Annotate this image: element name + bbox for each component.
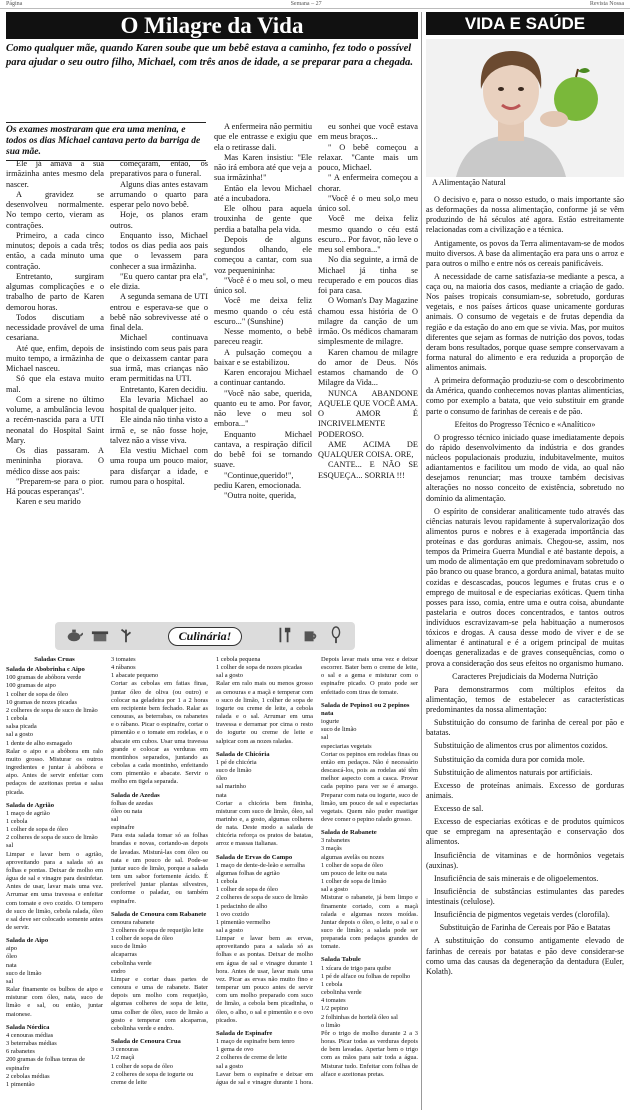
story-column-4 (318, 122, 418, 481)
article-pullquote: Os exames mostraram que era uma menina, e todos os dias Michael cantava perto da barriga de sua mãe. (6, 122, 206, 161)
recipe-ingredient: 4 tomates (321, 997, 346, 1005)
recipe-ingredient: 1/2 maçã (111, 1054, 135, 1062)
story-paragraph: "Continue,querido!", pediu Karen, emocionada. (214, 470, 302, 490)
story-paragraph: Ela vestiu Michael com uma roupa um pouco maior, para disfarçar a idade, e rumou para o hospital. (110, 446, 208, 486)
recipe-ingredient: 1 cebola (6, 715, 28, 723)
cup-icon (301, 626, 319, 644)
recipe-ingredient: sal a gosto (216, 927, 243, 934)
recipe-title: Salada de Agrião (6, 801, 54, 809)
header-right-text: Revista Nossa (589, 1, 624, 7)
recipe-ingredient: 1 xícara de trigo para quibe (321, 964, 392, 972)
culinaria-label: Culinária! (168, 627, 243, 646)
recipe-ingredient: 2 colheres de creme de leite (216, 1054, 288, 1062)
story-paragraph: Alguns dias antes estavam arrumando o quarto para esperar pelo novo bebê. (110, 179, 208, 209)
story-paragraph: Karen e seu marido (16, 497, 81, 507)
health-paragraph: Excesso de sal. (434, 804, 484, 813)
story-paragraph: "Outra noite, querida, (224, 491, 297, 500)
story-paragraph: Entretanto, surgiram algumas complicações e o trabalho de parto de Karen demorou horas. (6, 271, 104, 312)
recipe-ingredient: 3 beterrabas médias (6, 1040, 57, 1048)
health-paragraph: A substituição do consumo antigamente elevado de farinhas de cereais por batatas e pão deve considerar-se como uma das causas da degeneração da dentadura (Euler, Kolath). (426, 936, 624, 976)
recipe-title: Salada de Azedas (111, 791, 160, 799)
health-paragraph: Insuficiência de sais minerais e de oligoelementos. (434, 873, 599, 883)
story-paragraph: A segunda semana de UTI entrou e esperava-se que o bebê não sobrevivesse até o final dela. (110, 292, 208, 332)
recipe-ingredient: sal marinho (216, 783, 246, 791)
recipe-ingredient: 1 colher de sopa de óleo (6, 826, 68, 834)
recipe-ingredient: 1 colher de sopa de limão (321, 878, 387, 886)
recipe-ingredient: sal (111, 815, 119, 823)
header-left-text: Página (6, 1, 23, 7)
health-paragraph: A necessidade de carne satisfazia-se mediante a pesca, a caça ou, na maioria dos casos, mediante a criação de gado. Nos países tropicais consumiam-se, sobretudo, gorduras vegetais, e nos países árticos quase unicamente gorduras animais. O consumo de vegetais e de frutas dependia da região e da estação do ano em que se vivia. Mas, por muitos diferentes que sejam as formas de nutrição dos povos, todas deram bons resultados, porque quase sempre conservavam a forma natural do alimento e era reduzida a proporção de alimentos animais. (426, 271, 624, 372)
recipe-ingredient: sal a gosto (216, 672, 243, 680)
recipe-title: Salada de Chicória (216, 750, 270, 758)
recipe-ingredient: endro (111, 967, 126, 975)
recipe-title: Salada de Pepino1 ou 2 pepinos nata (321, 701, 410, 717)
health-paragraph: Insuficiência de pigmentos vegetais verdes (clorofila). (434, 910, 610, 920)
recipe-title: Salada de Aipo (6, 937, 49, 945)
article-headline: O Milagre da Vida (6, 12, 418, 39)
recipe-ingredient: 4 rábanos (111, 664, 136, 672)
recipe-ingredient: sal (321, 734, 329, 742)
recipe-instructions: Limpar e cortar duas partes de cenoura e uma de rabanete. Bater depois um molho com requeijão, algumas colheres de sopa de leite, uma colher de óleo, suco de limão a gosto e temperar com alcaparras, cebolinha verde e endro. (111, 975, 208, 1032)
recipe-ingredient: 2 folhinhas de hortelã óleo sal (321, 1013, 398, 1021)
recipe-ingredient: algumas folhas de agrião (216, 869, 280, 877)
recipe-ingredient: 1 pé de chicória (216, 758, 257, 766)
recipe-title: Salada de Rabanete (321, 829, 377, 837)
recipe-ingredient: suco de limão (216, 767, 252, 775)
health-subheading: Substituição de Farinha de Cereais por Pão e Batatas (439, 923, 611, 933)
teapot-icon (65, 626, 83, 644)
pot-icon (91, 626, 109, 644)
recipe-ingredient: 1 colher de sopa de óleo (216, 886, 278, 894)
health-paragraph: Substituição de alimentos naturais por artificiais. (434, 767, 593, 777)
health-paragraph: Substituição de alimentos crus por alimentos cozidos. (434, 741, 608, 751)
recipe-ingredient: especiarias vegetais (321, 742, 372, 750)
recipe-instructions: Cortar as cebolas em fatias finas, juntar óleo de oliva (ou outro) e colocar na geladeira por 1 a 2 horas em recipiente bem fechado. Ralar as cenouras, as beterrabas, os rabanetes e o rábano. Picar o espinafre, cortar o pimentão e o tomate em rodelas, e o abacate em cubos. Usar uma travessa grande e colocar as verduras em montinhos separados, juntando as cebolas a cada montinho, enfeitando com pimentão e abacate. Servir o molho em tigela separada. (111, 680, 208, 786)
recipe-ingredient: folhas de azedas (111, 799, 153, 807)
recipe-ingredient: algumas avelãs ou nozes (321, 853, 384, 861)
recipe-ingredient: suco de limão (321, 726, 357, 734)
recipe-instructions: Lavar bem o espinafre e deixar em água de sal e vinagre durante 1 hora. Depois lavar mais uma vez e deixar escorrer. Bater bem o creme de leite, o sal e a gema e misturar com o espinafre picado. O prato pode ser enfeitado com tiras de tomate. (216, 656, 418, 1086)
recipe-ingredient: 6 rabanetes (6, 1048, 35, 1056)
recipe-ingredient: 3 rabanetes (321, 837, 350, 845)
article-lede: Como qualquer mãe, quando Karen soube que um bebê estava a caminho, fez todo o possível para ajudar o seu outro filho, Michael, com três anos de idade, a se preparar para a chegada. (6, 43, 413, 68)
story-paragraph: Então ela levou Michael até a incubadora. (214, 183, 312, 203)
story-paragraph: começaram, então, os preparativos para o funeral. (110, 159, 208, 179)
recipe-ingredient: sal a gosto (6, 731, 33, 739)
culinaria-banner (55, 622, 355, 650)
recipe-ingredient: 3 cenouras (111, 1046, 139, 1054)
recipe-title: Salada de Cenoura Crua (111, 1038, 181, 1046)
recipe-ingredient: 100 gramas de abóbora verde (6, 674, 82, 682)
story-paragraph: Ele olhou para aquela trouxinha de gente que perdia a batalha pela vida. (214, 204, 312, 234)
recipe-ingredient: 4 cenouras médias (6, 1031, 54, 1039)
herb-icon (117, 626, 135, 644)
recipe-ingredient: suco de limão (111, 943, 147, 951)
story-paragraph: Karen encorajou Michael a continuar cantando. (214, 368, 312, 388)
recipe-ingredient: cenoura rabanete (111, 918, 155, 926)
recipe-ingredient: o limão (321, 1021, 341, 1029)
recipe-ingredient: 1 pimentão vermelho (216, 918, 271, 926)
recipe-ingredient: 1 cebola pequena (216, 656, 261, 663)
recipe-instructions: Limpar e lavar bem as ervas, aproveitando para a salada só as folhas e as pontas. Deixar de molho em água de sal e vinagre durante 1 hora. Antes de usar, lavar mais uma vez. Picar as ervas não muito fino e temperar um pouco antes de servir com um molho preparado com suco de limão, a cebola bem picadinha, o óleo, o alho, o sal e pimentão e o ovo picados. (216, 935, 313, 1024)
page-header-strip (0, 0, 630, 9)
recipe-ingredient: óleo ou nata (111, 807, 143, 815)
recipe-ingredient: suco de limão (6, 969, 42, 977)
health-subheading: Efeitos do Progresso Técnico e «Analítico» (454, 419, 596, 429)
health-paragraph: O decisivo e, para o nosso estudo, o mais importante são as deformações da nossa alimentação, conforme já se vêm produzindo de há séculos até agora. Estão estreitamente relacionadas com a civilização e a técnica. (426, 195, 624, 235)
recipe-ingredient: iogurte (321, 718, 340, 726)
recipe-ingredient: cebolinha verde (321, 989, 362, 997)
story-paragraph: Os dias passaram. A menininha piorava. O médico disse aos pais: (6, 446, 104, 476)
recipe-instructions: Misturar o rabanete, já bem limpo e finamente cortado, com a maçã ralada e algumas nozes moídas. Juntar depois o óleo, o leite, o sal e o suco de limão; a salada pode ser preparada com pedaços grandes de tomate. (321, 894, 418, 951)
recipe-ingredient: sal (6, 977, 14, 985)
health-subheading: Caracteres Prejudiciais da Moderna Nutrição (452, 671, 598, 681)
recipe-ingredient: 200 gramas de folhas tenras de espinafre (6, 1056, 85, 1072)
recipe-ingredient: 1 maço de dente-de-leão e serralha (216, 861, 305, 869)
recipe-title: Salada Tabule (321, 956, 361, 964)
story-paragraph: "Você é o meu sol,o meu único sol. (318, 193, 418, 213)
recipe-ingredient: 1 pé de alface ou folhas de repolho (321, 972, 411, 980)
recipe-ingredient: 100 gramas de aipo (6, 682, 56, 690)
recipes-heading: Saladas Cruas (34, 656, 75, 663)
story-paragraph: Mas Karen insistiu: "Ele não irá embora até que veja a sua irmãzinha!" (214, 152, 312, 183)
story-paragraph: Nesse momento, o bebê pareceu reagir. (214, 327, 312, 347)
health-caption: A Alimentação Natural (432, 178, 506, 187)
recipe-ingredient: 2 colheres de sopa de suco de limão (6, 834, 98, 842)
story-paragraph: A enfermeira não permitiu que ele entrasse e exigiu que ela o retirasse dali. (214, 122, 312, 152)
story-paragraph: Ele já amava a sua irmãzinha antes mesmo dela nascer. (6, 159, 104, 189)
story-paragraph: Hoje, os planos eram outros. (110, 210, 208, 230)
recipe-ingredient: 1 maço de agrião (6, 809, 50, 817)
recipe-instructions: Pôr o trigo de molho durante 2 a 3 horas. Picar todas as verduras depois de bem lavadas. Apertar bem o trigo com as mãos para sair toda a água. Misturar tudo. Enfeitar com folhas de alface e azeitonas pretas. (321, 1029, 418, 1078)
recipe-title: Salada de Abobrinha c Aipo (6, 666, 85, 674)
recipe-title: Salada de Cenoura com Rabanete (111, 910, 207, 918)
story-paragraph: Ele ainda não tinha visto a irmã e, se não fosse hoje, talvez não a visse viva. (110, 415, 208, 445)
recipe-instructions: Cortar os pepinos em rodelas finas ou então em pedaços. Não é necessário descascá-los, pois as rodelas até têm melhor aspecto com a casca. Provar cada pepino para ver se é amargo. Preparar com nata ou iogurte, suco de limão, um pouco de sal e especiarias vegetais. Quem não puder mastigar deve comer o pepino ralado grosso. (321, 750, 418, 823)
recipe-instructions: Ralar o aipo e a abóbora em ralo muito grosso. Misturar os outros ingredientes e juntar à abóbora e aipo. Antes de servir enfeitar com pedaços de azeitonas pretas e salsa picada. (6, 747, 103, 796)
story-paragraph: "Eu quero cantar pra ela", ele dizia. (110, 271, 208, 291)
health-paragraph: Para demonstrarmos com múltiplos efeitos da alimentação, temos de estabelecer as características predominantes da nossa alimentação: (426, 684, 624, 714)
health-article-text (426, 195, 624, 980)
whisk-icon (327, 626, 345, 644)
story-paragraph: "Preparem-se para o pior. Há poucas esperanças". (6, 476, 104, 496)
recipe-ingredient: 2 colheres de sopa de suco de limão (6, 706, 98, 714)
recipe-ingredient: 3 maçãs (321, 845, 342, 853)
column-divider (421, 12, 422, 1110)
recipe-ingredient: um pouco de leite ou nata (321, 869, 387, 877)
story-paragraph: Você me deixa feliz mesmo quando o céu está escuro..." (Sunshine) (214, 296, 312, 326)
story-paragraph: CANTE... E NÃO SE ESQUEÇA... SORRIA !!! (318, 460, 418, 480)
recipe-ingredient: 1 gema de ovo (216, 1046, 254, 1054)
recipes-section (6, 656, 418, 1089)
recipe-ingredient: 1 colher de sopa de óleo (321, 861, 383, 869)
story-paragraph: Entretanto, Karen decidiu. (120, 384, 208, 394)
recipe-ingredient: salsa picada (6, 723, 37, 731)
story-paragraph: No dia seguinte, a irmã de Michael já tinha se recuperado e em poucos dias foi para casa. (318, 255, 418, 295)
recipe-ingredient: cebolinha verde (111, 959, 152, 967)
recipe-ingredient: espinafre (111, 824, 135, 832)
recipe-ingredient: 1 abacate pequeno (111, 672, 159, 680)
recipe-title: Salada de Espinafre (216, 1029, 273, 1037)
health-paragraph: Insuficiência de vitaminas e de hormônios vegetais (auxinas). (426, 850, 624, 870)
recipe-ingredient: 1 colher de sopa de óleo (111, 935, 173, 943)
story-paragraph: Todos discutiam a necessidade provável de uma cesariana. (6, 312, 104, 343)
story-paragraph: Só que ela estava muito mal. (6, 374, 104, 394)
recipe-ingredient: 1 cebola (216, 878, 238, 886)
recipe-ingredient: óleo (6, 953, 18, 961)
header-center-text: Semana – 27 (290, 1, 322, 7)
story-paragraph: Michael continuava insistindo com seus pais para que o deixassem cantar para sua irmã, mas crianças não eram permitidas na UTI. (110, 333, 208, 384)
recipe-ingredient: 1 pedacinho de alho (216, 902, 268, 910)
story-paragraph: " O bebê começou a relaxar. "Cante mais um pouco, Michael. (318, 142, 418, 172)
recipe-title: Salada Nórdica (6, 1023, 50, 1031)
story-paragraph: Ela levaria Michael ao hospital de qualquer jeito. (110, 394, 208, 414)
utensils-icon (275, 626, 293, 644)
health-paragraph: Excesso de proteínas animais. Excesso de gorduras animais. (426, 780, 624, 800)
recipe-ingredient: nata (216, 791, 227, 799)
health-paragraph: Substituição da comida dura por comida mole. (434, 754, 585, 764)
story-column-3 (214, 122, 312, 501)
story-paragraph: "Você não sabe, querida, quanto eu te amo. Por favor, não leve o meu sol embora..." (214, 388, 312, 429)
recipe-ingredient: óleo (216, 775, 228, 783)
recipe-ingredient: 1 colher de sopa de óleo (6, 690, 68, 698)
story-paragraph: Enquanto isso, Michael todos os dias pedia aos pais que o levassem para conhecer a sua irmãzinha. (110, 230, 208, 271)
story-paragraph: Você me deixa feliz mesmo quando o céu está escuro... Por favor, não leve o meu sol embora..." (318, 214, 418, 254)
recipe-ingredient: 10 gramas de nozes picadas (6, 698, 77, 706)
recipe-ingredient: 1 colher de sopa de nozes picadas (216, 664, 303, 672)
story-paragraph: Karen chamou de milagre do amor de Deus. Nós estamos chamando de O Milagre da Vida... (318, 347, 418, 388)
story-column-1 (6, 159, 104, 508)
recipe-ingredient: 3 colheres de sopa de requeijão leite (111, 927, 204, 934)
story-paragraph: NUNCA ABANDONE AQUELE QUE VOCÊ AMA. O AMOR É INCRIVELMENTE PODEROSO. (318, 388, 418, 439)
story-paragraph: A gravidez se desenvolveu normalmente. No tempo certo, vieram as contrações. (6, 189, 104, 230)
recipe-ingredient: 2 cebolas médias (6, 1072, 50, 1080)
story-paragraph: Enquanto Michael cantava, a respiração difícil do bebê foi se tornando suave. (214, 429, 312, 470)
story-paragraph: AME ACIMA DE QUALQUER COISA. ORE, (318, 439, 418, 459)
health-paragraph: A primeira deformação produziu-se com o descobrimento da América, quando conhecemos novas plantas alimentícias, como por exemplo a batata, que veio substituir em grande parte o consumo de farinhas de cereais e de pão. (426, 376, 624, 416)
story-paragraph: "Você é o meu sol, o meu único sol. (214, 275, 312, 295)
recipe-ingredient: 1 ovo cozido (216, 910, 250, 918)
recipe-ingredient: aipo (6, 945, 18, 953)
recipe-ingredient: 1 colher de sopa de óleo (111, 1062, 173, 1070)
recipe-instructions: Ralar finamente os bulbos de aipo e misturar com óleo, nata, suco de limão e sal, ou então, juntar maionese. (6, 986, 103, 1018)
health-header: VIDA E SAÚDE (426, 12, 624, 35)
recipe-ingredient: 1/2 pepino (321, 1005, 349, 1013)
health-paragraph: O espírito de considerar analiticamente tudo através das ciências naturais levou rapidamente à supervalorização dos alimentos puros e nobres e à exagerada importância das proteínas e das gorduras animais. Chegou-se, assim, nos tempos da Primeira Guerra Mundial e até bastante depois, a um modo de alimentação em que predominavam sobretudo o pão branco ou quase branco, a gordura animal, batatas muito cozidas e descascadas, poucos legumes e frutas crus e o emprego de muitosal e de especiarias exóticas. Quem tinha posses para isso, comia, entre uma e outra coisa, abundante pastelaria e outros doces concentrados, e tantos outros indivíduos escravizavam-se pela habituação a numerosos tóxicos e drogas. A causa desse modo de viver e de se alimentar é antinatural e é a origem principal de muitas doenças generalizadas e de graves consequências, como o prova a consideração dos seus efeitos no organismo humano. (426, 506, 624, 668)
recipe-ingredient: 3 tomates (111, 656, 136, 663)
recipe-ingredient: nata (6, 961, 17, 969)
story-paragraph: O Woman's Day Magazine chamou essa história de O milagre da canção de um irmão. Os médicos chamaram simplesmente de milagre. (318, 296, 418, 347)
story-paragraph: Depois de alguns segundos olhando, ele começou a cantar, com sua voz pequenininha: (214, 234, 312, 275)
recipe-ingredient: 2 colheres de sopa de suco de limão (216, 894, 308, 902)
recipe-instructions: Cortar a chicória bem fininha, misturar com suco de limão, óleo, sal marinho e, a gosto, algumas colheres de nata. Deste modo a salada de chicória reforça os pratos de batatas, arroz e massas italianas. (216, 799, 313, 848)
story-paragraph: Até que, enfim, depois de muito tempo, a irmãzinha de Michael nasceu. (6, 343, 104, 373)
recipe-ingredient: sal a gosto (216, 1062, 243, 1070)
recipe-ingredient: alcaparras (111, 951, 137, 959)
woman-with-apple-photo (426, 39, 624, 177)
recipe-ingredient: 1 dente de alho esmagado (6, 739, 73, 747)
recipe-instructions: Para esta salada tomar só as folhas brandas e novas, cortando-as depois de lavadas. Misturá-las com óleo ou nata e um pouco de sal. Pode-se juntar suco de limão, porque a salada tem um sabor fortemente ácido. É preferível juntar plantas silvestres, conforme o paladar, ou também espinafre. (111, 832, 208, 905)
story-column-2 (110, 159, 208, 487)
recipe-ingredient: 1 cebola (321, 980, 343, 988)
recipe-ingredient: 1 maço de espinafre bem tenro (216, 1038, 295, 1046)
recipe-instructions: Ralar em ralo mais ou menos grosso as cenouras e a maçã e temperar com o suco de limão, 1 colher de sopa de iogurte ou creme de leite, a cebola ralada e o sal. Arrumar em uma travessa e derramar por cima o resto do iogurte ou creme de leite e salpicar com as nozes raladas. (216, 680, 313, 745)
recipe-ingredient: 1 pimentão (6, 1080, 35, 1088)
recipe-title: Salada de Ervas do Campo (216, 853, 293, 861)
health-paragraph: Excesso de especiarias exóticas e de produtos químicos que se empregam na apresentação e conservação dos alimentos. (426, 817, 624, 847)
health-paragraph: O progresso técnico iniciado quase imediatamente depois do rápido desenvolvimento da indústria e dos grandes núcleos populacionais produziu, indubitavelmente, muitos adiantamentos e facilitou um modo de vida, ao qual não desejamos renunciar; mas trouxe também decisivas alterações no nosso conceito de existência, sobretudo no domínio da alimentação. (426, 432, 624, 503)
recipe-ingredient: sal (6, 842, 14, 850)
story-paragraph: Com a sirene no último volume, a ambulância levou a recém-nascida para a UTI neonatal do Hospital Saint Mary. (6, 394, 104, 445)
story-paragraph: " A enfermeira começou a chorar. (318, 173, 418, 193)
recipe-ingredient: 1 cebola (6, 817, 28, 825)
recipe-instructions: Limpar e lavar bem o agrião, aproveitando para a salada só as folhas e pontas. Deixar de molho em água de sal e vinagre para desinfetar. Antes de usar, lavar mais uma vez. Arrumar em uma travessa e enfeitar com tomate e ovo cozido. O tempero de suco de limão, cebola ralada, óleo e sal deve ser colocado somente antes de servir. (6, 850, 103, 931)
story-paragraph: A pulsação começou a baixar e se estabilizou. (214, 347, 312, 367)
recipe-ingredient: sal a gosto (321, 886, 348, 894)
health-paragraph: Insuficiência de substâncias estimulantes das paredes intestinais (celulose). (426, 886, 624, 906)
health-paragraph: Antigamente, os povos da Terra alimentavam-se de modos muito diversos. A base da alimentação era para uns o arroz e para outros o milho e entre nós os cereais panificáveis. (426, 238, 624, 268)
recipe-ingredient: 2 colheres de sopa de iogurte ou creme de leite (111, 1070, 194, 1086)
story-paragraph: eu sonhei que você estava em meus braços... (318, 122, 418, 142)
health-paragraph: Substituição do consumo de farinha de cereal por pão e batatas. (426, 718, 624, 738)
story-paragraph: Primeiro, a cada cinco minutos; depois a cada três; então, a cada minuto uma contração. (6, 230, 104, 271)
